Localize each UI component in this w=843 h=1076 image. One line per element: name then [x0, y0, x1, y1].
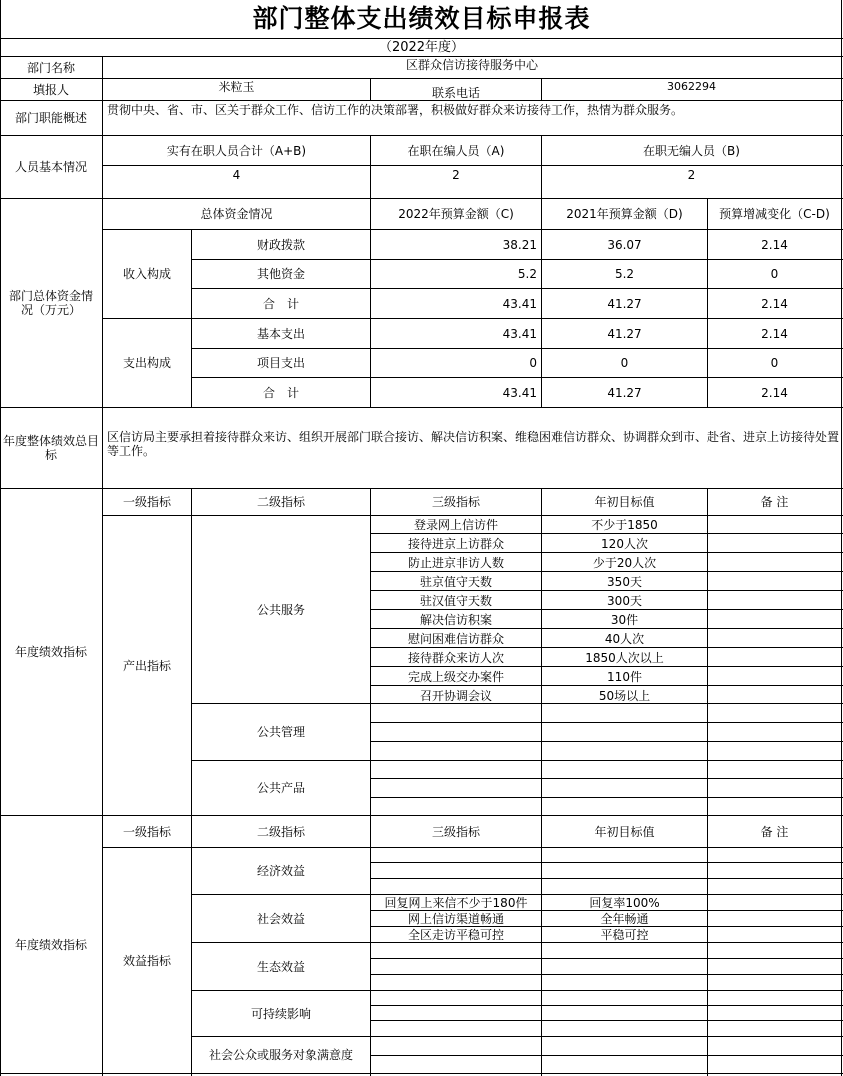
staff-total-header: 实有在职人员合计（A+B)	[166, 143, 307, 158]
social-indicator-name: 网上信访渠道畅通	[407, 911, 504, 926]
report-year: （2022年度）	[378, 39, 465, 55]
goal-text: 区信访局主要承担着接待群众来访、组织开展部门联合接访、解决信访积案、维稳困难信访群众、协调群众到市、赴省、进京上访接待处置等工作。	[107, 430, 840, 458]
satisfaction-label: 社会公众或服务对象满意度	[208, 1048, 353, 1062]
fund-2022-value: 43.41	[502, 385, 537, 400]
service-indicator-target: 1850人次以上	[585, 651, 664, 665]
funds-2021-header: 2021年预算金额（D)	[566, 207, 683, 221]
social-indicator-target: 全年畅通	[600, 911, 649, 926]
function-text: 贯彻中央、省、市、区关于群众工作、信访工作的决策部署，积极做好群众来访接待工作，热情为群众服务。	[107, 103, 684, 117]
fund-change-value: 2.14	[761, 296, 788, 311]
expense-label: 支出构成	[122, 356, 171, 370]
dept-name-value: 区群众信访接待服务中心	[405, 57, 538, 72]
service-indicator-name: 接待进京上访群众	[407, 537, 504, 551]
service-indicator-name: 慰问困难信访群众	[407, 632, 504, 646]
fund-change-value: 2.14	[761, 237, 788, 252]
output-indicator-label: 产出指标	[122, 658, 171, 673]
fund-2022-value: 0	[529, 356, 537, 370]
service-indicator-name: 驻汉值守天数	[419, 594, 492, 608]
perf2-h1: 一级指标	[122, 824, 171, 839]
phone-label: 联系电话	[431, 85, 480, 100]
perf1-h1: 一级指标	[122, 495, 171, 509]
service-indicator-target: 300天	[607, 594, 642, 608]
funds-2022-header: 2022年预算金额（C)	[398, 207, 514, 221]
social-indicator-name: 回复网上来信不少于180件	[384, 895, 528, 910]
staff-label: 人员基本情况	[14, 160, 87, 174]
fund-2021-value: 5.2	[614, 267, 635, 281]
service-indicator-name: 完成上级交办案件	[407, 670, 504, 684]
perf1-h5: 备 注	[760, 495, 789, 509]
staff-a-header: 在职在编人员（A)	[407, 143, 505, 158]
service-indicator-target: 350天	[607, 575, 642, 589]
sustain-label: 可持续影响	[250, 1006, 311, 1021]
function-label: 部门职能概述	[14, 111, 87, 125]
perf2-h2: 二级指标	[256, 824, 305, 839]
fund-change-value: 2.14	[761, 385, 788, 400]
fund-2022-value: 43.41	[502, 296, 537, 311]
public-service-label: 公共服务	[256, 602, 305, 617]
social-indicator-name: 全区走访平稳可控	[407, 927, 504, 942]
service-indicator-name: 驻京值守天数	[419, 575, 492, 589]
social-label: 社会效益	[256, 911, 305, 926]
fund-item-name: 项目支出	[256, 356, 305, 370]
perf2-h5: 备 注	[760, 824, 789, 839]
service-indicator-target: 40人次	[604, 632, 645, 646]
fund-change-value: 0	[770, 356, 779, 370]
funds-overall-header: 总体资金情况	[200, 207, 273, 221]
filler-label: 填报人	[32, 82, 69, 97]
public-product-label: 公共产品	[256, 781, 305, 795]
public-manage-label: 公共管理	[256, 725, 305, 739]
fund-item-name: 基本支出	[256, 326, 305, 341]
service-indicator-name: 召开协调会议	[419, 689, 492, 703]
fund-item-name: 合 计	[262, 385, 299, 400]
service-indicator-target: 少于20人次	[592, 556, 657, 570]
service-indicator-target: 110件	[607, 670, 642, 684]
service-indicator-target: 不少于1850	[591, 518, 658, 532]
fund-2022-value: 38.21	[502, 237, 537, 252]
perf1-h2: 二级指标	[256, 495, 305, 509]
perf1-label: 年度绩效指标	[14, 645, 87, 659]
social-indicator-target: 平稳可控	[600, 927, 649, 942]
perf1-h4: 年初目标值	[594, 495, 655, 509]
service-indicator-name: 解决信访积案	[419, 613, 492, 627]
benefit-indicator-label: 效益指标	[122, 954, 171, 968]
fund-2022-value: 43.41	[502, 326, 537, 341]
service-indicator-target: 30件	[610, 613, 639, 627]
service-indicator-name: 登录网上信访件	[413, 518, 498, 532]
funds-change-header: 预算增减变化（C-D)	[719, 207, 830, 221]
fund-2021-value: 41.27	[607, 326, 642, 341]
funds-label: 部门总体资金情况（万元）	[8, 289, 93, 317]
fund-2021-value: 41.27	[607, 296, 642, 311]
goal-label: 年度整体绩效总目标	[2, 434, 99, 462]
fund-2021-value: 0	[620, 356, 629, 370]
staff-b-value: 2	[687, 168, 696, 182]
service-indicator-name: 防止进京非访人数	[407, 556, 504, 570]
staff-total-value: 4	[232, 168, 241, 182]
fund-2021-value: 36.07	[607, 237, 642, 252]
service-indicator-name: 接待群众来访人次	[407, 651, 504, 665]
fund-item-name: 财政拨款	[256, 237, 305, 252]
fund-item-name: 其他资金	[256, 267, 305, 281]
perf2-h4: 年初目标值	[594, 824, 655, 839]
income-label: 收入构成	[122, 267, 171, 281]
fund-change-value: 2.14	[761, 326, 788, 341]
social-indicator-target: 回复率100%	[589, 895, 660, 910]
perf2-label: 年度绩效指标	[14, 938, 87, 952]
ecology-label: 生态效益	[256, 959, 305, 974]
staff-b-header: 在职无编人员（B)	[643, 143, 740, 158]
fund-2022-value: 5.2	[517, 267, 537, 281]
fund-item-name: 合 计	[262, 296, 299, 311]
perf1-h3: 三级指标	[431, 495, 480, 509]
fund-2021-value: 41.27	[607, 385, 642, 400]
filler-value: 米粒玉	[218, 79, 255, 94]
perf2-h3: 三级指标	[431, 824, 480, 839]
phone-value: 3062294	[667, 79, 716, 93]
dept-name-label: 部门名称	[26, 60, 75, 75]
page-title: 部门整体支出绩效目标申报表	[252, 4, 591, 33]
service-indicator-target: 50场以上	[598, 689, 651, 703]
service-indicator-target: 120人次	[601, 537, 648, 551]
fund-change-value: 0	[770, 267, 779, 281]
staff-a-value: 2	[452, 168, 460, 182]
economic-label: 经济效益	[256, 864, 305, 878]
